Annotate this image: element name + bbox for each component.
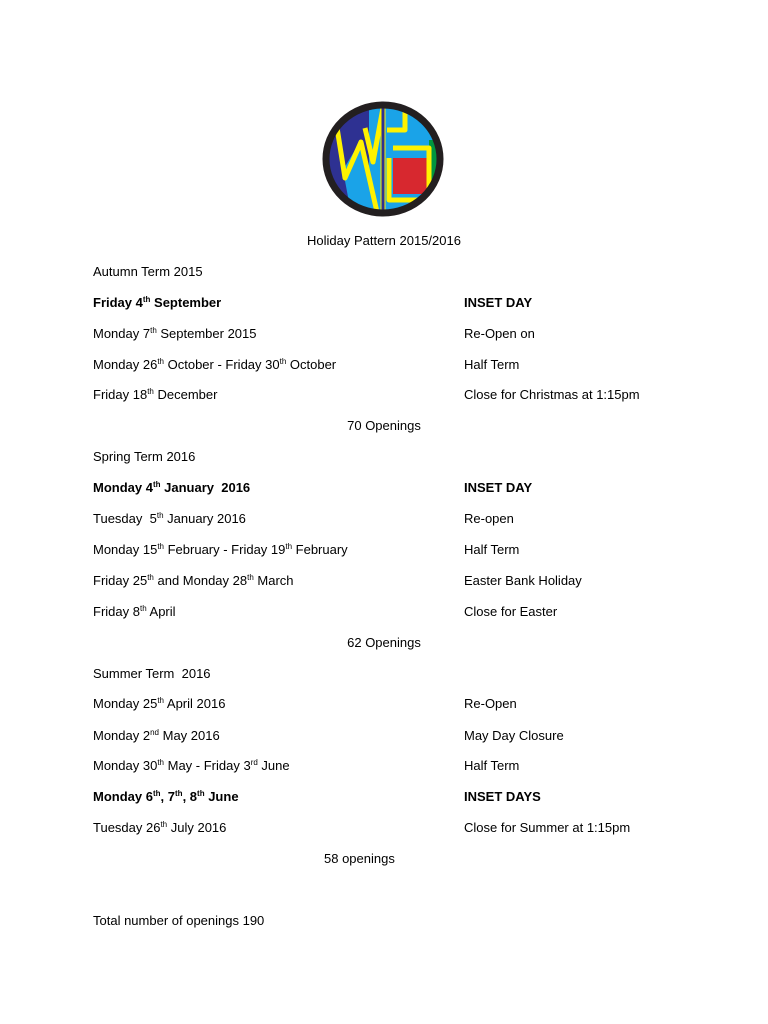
summer-openings [0, 849, 768, 869]
summer-heading [0, 664, 768, 684]
openings-count: 58 openings [324, 851, 395, 866]
date-row [0, 756, 768, 776]
date-row [0, 293, 768, 313]
event-text: Close for Easter [464, 604, 558, 619]
event-text: INSET DAYS [464, 789, 541, 804]
term-heading: Spring Term 2016 [93, 449, 196, 464]
date-text: Tuesday 5th January 2016 [93, 511, 246, 526]
date-row [0, 355, 768, 375]
event-text: INSET DAY [464, 480, 533, 495]
spring-openings [0, 633, 768, 653]
date-row [0, 540, 768, 560]
date-text: Monday 4th January 2016 [93, 480, 251, 495]
term-heading: Autumn Term 2015 [93, 264, 203, 279]
event-text: May Day Closure [464, 728, 564, 743]
date-text: Tuesday 26th July 2016 [93, 820, 227, 835]
autumn-openings [0, 416, 768, 436]
total-text: Total number of openings 190 [93, 913, 265, 928]
event-text: Close for Summer at 1:15pm [464, 820, 631, 835]
event-text: Close for Christmas at 1:15pm [464, 387, 640, 402]
date-text: Friday 25th and Monday 28th March [93, 573, 294, 588]
document-title [0, 231, 768, 251]
openings-count: 70 Openings [347, 418, 421, 433]
event-text: Re-open [464, 511, 514, 526]
school-logo [321, 100, 445, 218]
event-text: Re-Open [464, 696, 517, 711]
event-text: Easter Bank Holiday [464, 573, 582, 588]
date-text: Monday 6th, 7th, 8th June [93, 789, 239, 804]
date-row [0, 818, 768, 838]
autumn-heading [0, 262, 768, 282]
date-row [0, 324, 768, 344]
date-text: Friday 8th April [93, 604, 176, 619]
date-row [0, 694, 768, 714]
event-text: Half Term [464, 357, 520, 372]
date-row [0, 602, 768, 622]
date-row [0, 385, 768, 405]
event-text: Half Term [464, 542, 520, 557]
date-text: Monday 2nd May 2016 [93, 728, 220, 743]
event-text: INSET DAY [464, 295, 533, 310]
date-text: Monday 7th September 2015 [93, 326, 257, 341]
date-text: Friday 18th December [93, 387, 218, 402]
date-text: Friday 4th September [93, 295, 222, 310]
date-row [0, 726, 768, 746]
date-text: Monday 15th February - Friday 19th February [93, 542, 348, 557]
date-text: Monday 30th May - Friday 3rd June [93, 758, 290, 773]
date-text: Monday 26th October - Friday 30th October [93, 357, 337, 372]
total-openings [0, 911, 768, 931]
event-text: Re-Open on [464, 326, 535, 341]
date-row [0, 509, 768, 529]
date-row [0, 571, 768, 591]
date-text: Monday 25th April 2016 [93, 696, 226, 711]
term-heading: Summer Term 2016 [93, 666, 211, 681]
openings-count: 62 Openings [347, 635, 421, 650]
title-text: Holiday Pattern 2015/2016 [307, 233, 461, 248]
date-row [0, 787, 768, 807]
spring-heading [0, 447, 768, 467]
date-row [0, 478, 768, 498]
event-text: Half Term [464, 758, 520, 773]
